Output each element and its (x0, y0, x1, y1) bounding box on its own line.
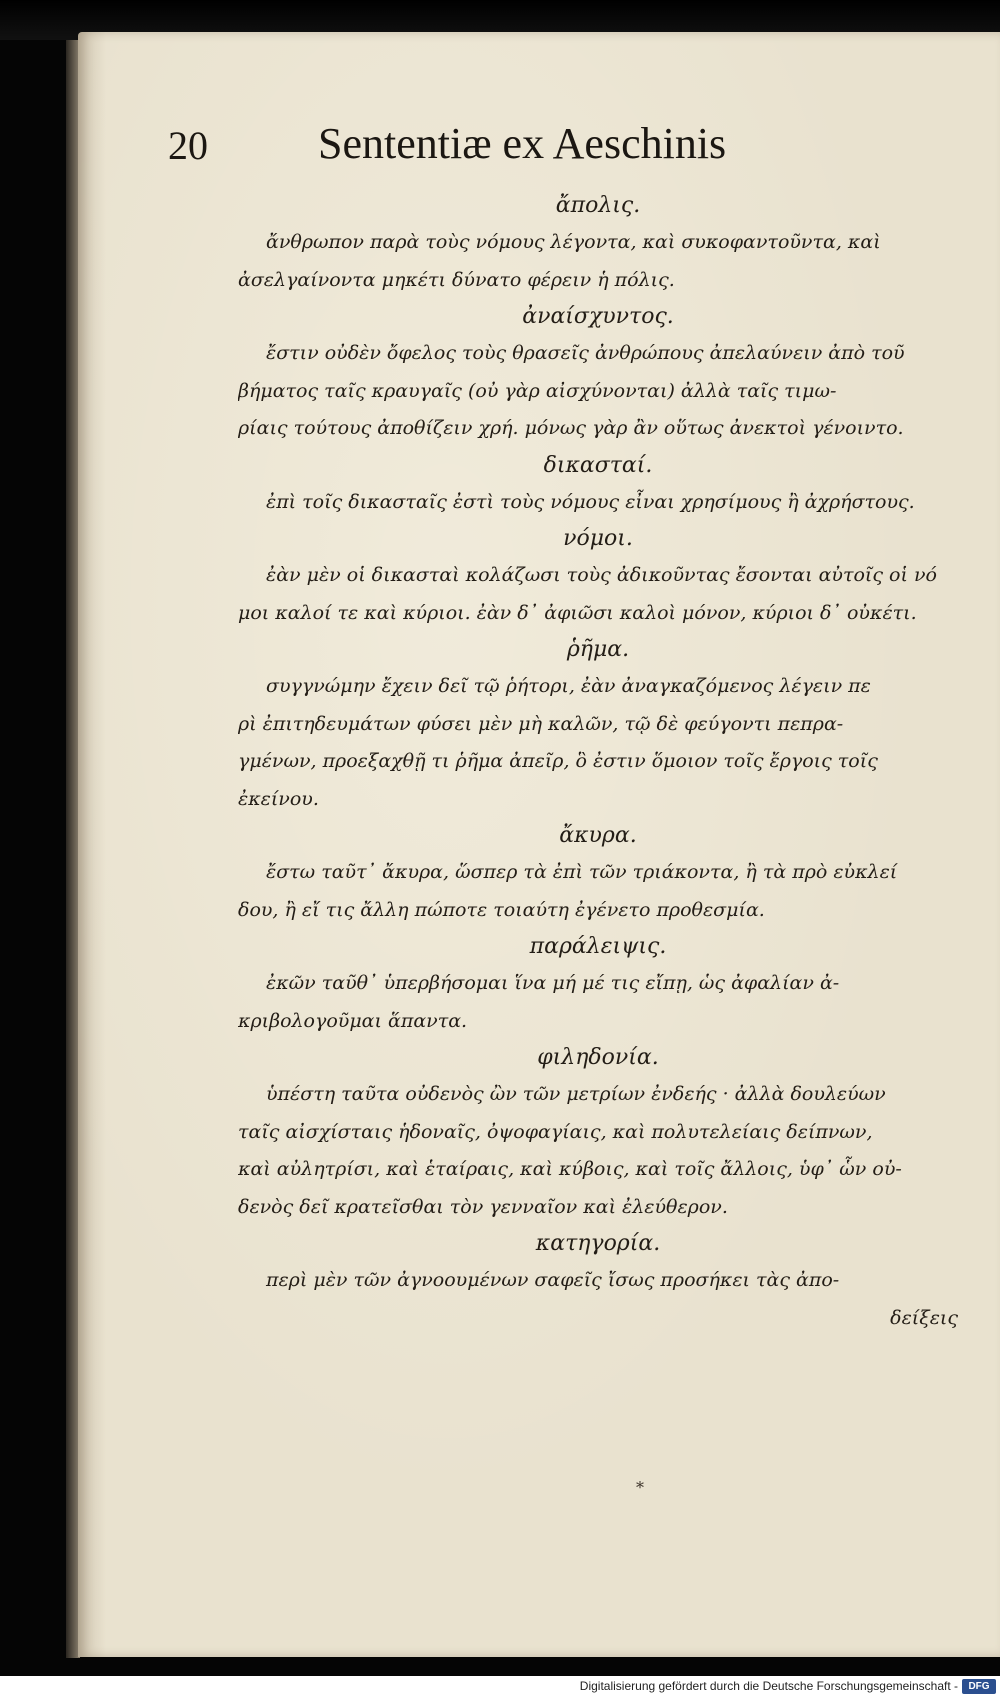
text-line: μοι καλοί τε καὶ κύριοι. ἐὰν δ᾽ ἀφιῶσι καλοὶ μόνον, κύριοι δ᾽ οὐκέτι. (238, 601, 917, 624)
catchword: δείξεις (890, 1306, 958, 1329)
dfg-logo-text: DFG (968, 1681, 990, 1692)
text-line: γμένων, προεξαχθῇ τι ῥῆμα ἀπεῖρ, ὃ ἐστιν ὅμοιον τοῖς ἔργοις τοῖς (238, 750, 878, 772)
digitization-footer (0, 1676, 1000, 1698)
section-heading: παράλειψις. (529, 934, 667, 959)
text-line: ἔστω ταῦτ᾽ ἄκυρα, ὥσπερ τὰ ἐπὶ τῶν τριάκοντα, ἢ τὰ πρὸ εὐκλεί (266, 861, 898, 883)
page-header (168, 118, 928, 178)
section-heading: ἄπολις. (555, 193, 641, 218)
text-line: ἄνθρωπον παρὰ τοὺς νόμους λέγοντα, καὶ συκοφαντοῦντα, καὶ (266, 231, 881, 253)
text-line: ἐκείνου. (238, 787, 319, 810)
text-line: βήματος ταῖς κραυγαῖς (οὐ γὰρ αἰσχύνονται) ἀλλὰ ταῖς τιμω- (238, 379, 837, 402)
signature-mark: * (636, 1478, 644, 1497)
section-heading: κατηγορία. (535, 1231, 661, 1256)
page-number: 20 (168, 123, 208, 168)
section-heading: ἀναίσχυντος. (522, 304, 674, 329)
text-line: ἀσελγαίνοντα μηκέτι δύνατο φέρειν ἡ πόλις. (238, 268, 675, 291)
running-title: Sententiæ ex Aeschinis (318, 119, 727, 168)
text-line: ἔστιν οὐδὲν ὄφελος τοὺς θρασεῖς ἀνθρώπους ἀπελαύνειν ἀπὸ τοῦ (266, 342, 905, 364)
section-heading: δικασταί. (543, 452, 653, 478)
text-line: συγγνώμην ἔχειν δεῖ τῷ ῥήτορι, ἐὰν ἀναγκαζόμενος λέγειν πε (266, 675, 871, 697)
text-line: περὶ μὲν τῶν ἀγνοουμένων σαφεῖς ἴσως προσήκει τὰς ἀπο- (266, 1269, 840, 1291)
section-heading: ῥῆμα. (566, 637, 630, 662)
section-heading: ἄκυρα. (559, 823, 637, 848)
text-line: ρὶ ἐπιτηδευμάτων φύσει μὲν μὴ καλῶν, τῷ δὲ φεύγοντι πεπρα- (238, 712, 844, 735)
body-text (238, 188, 958, 1337)
section-heading: φιληδονία. (537, 1045, 659, 1070)
text-line: ταῖς αἰσχίσταις ἡδοναῖς, ὀψοφαγίαις, καὶ πολυτελείαις δείπνων, (238, 1120, 873, 1143)
text-line: δενὸς δεῖ κρατεῖσθαι τὸν γενναῖον καὶ ἐλεύθερον. (238, 1195, 728, 1218)
text-line: καὶ αὐλητρίσι, καὶ ἑταίραις, καὶ κύβοις, καὶ τοῖς ἄλλοις, ὑφ᾽ ὧν οὐ- (238, 1158, 902, 1180)
text-line: ἐπὶ τοῖς δικασταῖς ἐστὶ τοὺς νόμους εἶναι χρησίμους ἢ ἀχρήστους. (266, 490, 915, 513)
text-line: ὑπέστη ταῦτα οὐδενὸς ὢν τῶν μετρίων ἐνδεής · ἀλλὰ δουλεύων (266, 1083, 886, 1105)
digitization-credit: Digitalisierung gefördert durch die Deutsche Forschungsgemeinschaft - (579, 1679, 958, 1693)
text-line: ρίαις τούτους ἀποθίζειν χρή. μόνως γὰρ ἂν οὕτως ἀνεκτοὶ γένοιντο. (238, 417, 904, 439)
text-line: δου, ἢ εἴ τις ἄλλη πώποτε τοιαύτη ἐγένετο προθεσμία. (238, 898, 765, 921)
text-line: κριβολογοῦμαι ἅπαντα. (238, 1009, 468, 1032)
text-line: ἐὰν μὲν οἱ δικασταὶ κολάζωσι τοὺς ἀδικοῦντας ἔσονται αὐτοῖς οἱ νό (266, 564, 937, 586)
dfg-logo (962, 1679, 996, 1694)
text-line: ἐκῶν ταῦθ᾽ ὑπερβήσομαι ἵνα μή μέ τις εἴπῃ, ὡς ἀφαλίαν ἀ- (266, 972, 840, 994)
section-heading: νόμοι. (563, 526, 633, 551)
